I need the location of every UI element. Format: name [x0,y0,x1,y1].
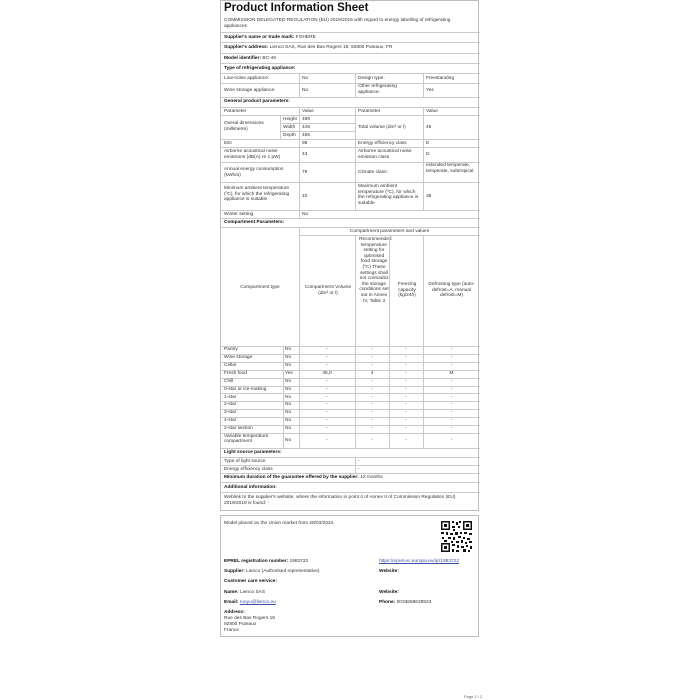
height-label: Height [283,117,297,122]
placed-on-market: Model placed on the Union market from 28/03/2024. [224,521,335,526]
col-value-1: Value [302,109,314,114]
light-type-value: - [358,459,360,464]
compartment-defrost-cell: - [450,362,453,368]
winter-setting-label: Winter setting [224,212,254,217]
annual-energy-label: Annual energy consumption (kWh/a) [224,167,284,178]
compartment-group-header: Compartment parameters and values [349,229,430,234]
compartment-temp-cell: - [371,378,373,384]
height-value: 498 [302,117,311,122]
compartment-defrost-cell: - [450,410,453,416]
col-defrosting-type: Defrosting type (auto-defrost=A, manual defrost=M) [428,282,475,299]
phone-row: Phone: 0033658628923 [379,600,432,605]
compartment-heading: Compartment Parameters: [224,220,285,225]
address-line-1: Rue des Bas Rogers 18 [224,616,275,621]
compartment-name-cell: Fresh food [224,370,247,376]
compartment-present-cell: No [285,402,292,408]
other-refrigerating-value: Yes [426,88,434,93]
climate-class-value: extended temperate, temperate, subtropical [426,163,474,174]
name-row: Name: Lienco SAS [224,590,266,595]
col-parameter-2: Parameter [358,109,381,114]
model-identifier-row: Model identifier: BC-46 [224,56,276,61]
wine-storage-value: No [302,88,309,93]
col-freezing-capacity: Freezing capacity (kg/24h) [397,282,417,299]
energy-class-value: E [426,141,430,146]
low-noise-value: No [302,76,309,81]
compartment-temp-cell: - [371,426,373,432]
address-line-3: France [224,628,239,633]
row-divider [221,448,480,449]
compartment-present-cell: No [285,410,292,416]
compartment-defrost-cell: - [450,394,453,400]
type-heading: Type of refrigerating appliance: [224,66,296,71]
light-heading: Light source parameters: [224,450,282,455]
supplier-name-row: Supplier's name or trade mark: FOHERE [224,35,316,40]
col-parameter-1: Parameter [224,109,247,114]
compartment-volume-cell: 46,0 [322,370,332,376]
col-compartment-type: Compartment type [240,285,280,290]
eei-value: 98 [302,141,308,146]
compartment-present-cell: No [285,418,292,424]
design-type-value: Freestanding [426,76,454,81]
compartment-defrost-cell: - [450,437,453,443]
compartment-volume-cell: - [326,410,328,416]
min-ambient-value: 10 [302,194,308,199]
compartment-name-cell: Chill [224,378,234,384]
light-type-label: Type of light source [224,459,266,464]
noise-class-label: Airborne acoustical noise emission class [358,149,412,160]
website-label-2: Website: [379,590,399,595]
compartment-present-cell: No [285,362,292,368]
compartment-freezing-cell: - [405,418,407,424]
climate-class-label: Climate class: [358,170,388,175]
compartment-defrost-cell: - [450,418,453,424]
compartment-freezing-cell: - [405,402,407,408]
general-heading: General product parameters: [224,99,290,104]
compartment-name-cell: 0-star or ice-making [224,386,267,392]
eprel-row: EPREL registration number: 1983722 [224,559,309,564]
max-ambient-label: Maximum ambient temperature (ºC), for which the refrigerating appliance is suitable [358,184,419,206]
eei-label: EEI [224,141,232,146]
compartment-volume-cell: - [326,426,328,432]
compartment-present-cell: No [285,355,292,361]
compartment-temp-cell: - [371,386,373,392]
compartment-present-cell: Yes [285,370,293,376]
compartment-freezing-cell: - [405,355,407,361]
weblink-text: Weblink to the supplier's website, where the information in point 4 of Annex II of Commission Regulation (EU) 2019/2019 is found: - [224,495,456,506]
eprel-card [220,515,479,637]
compartment-name-cell: Variable temperature compartment [224,433,269,445]
compartment-name-cell: 2-star section [224,426,253,432]
low-noise-label: Low-noise appliance: [224,76,270,81]
compartment-name-cell: 2-star [224,402,237,408]
compartment-temp-cell: 4 [370,370,374,376]
compartment-freezing-cell: - [405,362,407,368]
compartment-volume-cell: - [326,394,328,400]
energy-class-label: Energy efficiency class [358,141,407,146]
regulation-text: COMMISSION DELEGATED REGULATION (EU) 2019/2016 with regard to energy labelling of refrigerating appliances [224,18,451,29]
customer-care-heading: Customer care service: [224,579,278,584]
noise-class-value: D [426,152,430,157]
compartment-defrost-cell: - [450,378,453,384]
width-label: Width [283,125,296,130]
max-ambient-value: 38 [426,194,432,199]
min-ambient-label: Minimum ambient temperature (ºC), for which the refrigerating appliance is suitable [224,186,290,203]
compartment-volume-cell: - [326,362,328,368]
compartment-defrost-cell: - [450,355,453,361]
depth-label: Depth [283,133,296,138]
product-information-sheet [220,0,479,511]
compartment-volume-cell: - [326,347,328,353]
compartment-defrost-cell: M [449,370,454,376]
compartment-freezing-cell: - [405,386,407,392]
annual-energy-value: 79 [302,170,308,175]
compartment-volume-cell: - [326,437,328,443]
compartment-temp-cell: - [371,362,373,368]
compartment-volume-cell: - [326,402,328,408]
design-type-label: Design type: [358,76,385,81]
compartment-defrost-cell: - [450,402,453,408]
compartment-temp-cell: - [371,394,373,400]
compartment-freezing-cell: - [405,410,407,416]
supplier-row: Supplier: Lienco (Authorised representative) [224,569,320,574]
compartment-present-cell: No [285,347,292,353]
winter-setting-value: No [302,212,309,217]
compartment-name-cell: Cellar [224,362,237,368]
compartment-volume-cell: - [326,378,328,384]
compartment-name-cell: 3-star [224,410,237,416]
noise-emissions-value: 43 [302,152,308,157]
compartment-volume-cell: - [326,386,328,392]
wine-storage-label: Wine storage appliance: [224,88,276,93]
website-label-1: Website: [379,569,399,574]
compartment-freezing-cell: - [405,394,407,400]
col-value-2: Value [426,109,438,114]
email-row: Email: ruoyu@lienco.eu [224,600,276,605]
noise-emissions-label: Airborne acoustical noise emissions (dB(A) re 1 pW) [224,149,281,160]
col-compartment-volume: Compartment Volume (dm³ or l) [304,285,352,296]
width-value: 445 [302,125,311,130]
other-refrigerating-label: Other refrigerating appliance: [358,84,397,95]
guarantee-row: Minimum duration of the guarantee offered by the supplier: 12 months [224,475,383,480]
compartment-temp-cell: - [371,418,373,424]
overall-dimensions-label: Overal dimensions (millimetre) [224,121,264,132]
compartment-volume-cell: - [326,418,328,424]
email-link[interactable]: ruoyu@lienco.eu [239,600,276,605]
page-number: Page 2 / 2 [464,694,483,699]
compartment-volume-cell: - [326,355,328,361]
supplier-address-row: Supplier's address: Lienco SAS, Rue des Bas Rogers 18, 92800 Puteaux, FR [224,45,393,50]
compartment-present-cell: No [285,394,292,400]
compartment-freezing-cell: - [405,426,407,432]
compartment-name-cell: 4-star [224,418,237,424]
compartment-temp-cell: - [371,402,373,408]
compartment-defrost-cell: - [450,386,453,392]
eprel-link[interactable]: https://eprel.ec.europa.eu/qr/1983722 [379,559,460,564]
compartment-defrost-cell: - [450,426,453,432]
compartment-temp-cell: - [371,347,373,353]
additional-heading: Additional information: [224,485,277,490]
compartment-freezing-cell: - [405,370,407,376]
light-class-label: Energy efficiency class [224,467,273,472]
compartment-defrost-cell: - [450,347,453,353]
light-class-value: - [358,467,360,472]
col-recommended-temp: Recommended temperature setting for optimised food storage (ºC) These settings shall not contradict the storage conditions set out in Annex IV, Table 3 [359,237,392,304]
qr-code-icon[interactable] [440,520,473,553]
compartment-temp-cell: - [371,437,373,443]
compartment-freezing-cell: - [405,437,407,443]
compartment-freezing-cell: - [405,347,407,353]
depth-value: 465 [302,133,311,138]
compartment-temp-cell: - [371,410,373,416]
total-volume-value: 46 [426,125,432,130]
compartment-name-cell: 1-star [224,394,237,400]
compartment-name-cell: Pantry [224,347,238,353]
compartment-temp-cell: - [371,355,373,361]
total-volume-label: Total volume (dm³ or l) [358,125,406,130]
address-line-2: 92800 Puteaux [224,622,257,627]
compartment-name-cell: Wine storage [224,355,253,361]
compartment-present-cell: No [285,386,292,392]
compartment-present-cell: No [285,437,292,443]
compartment-freezing-cell: - [405,378,407,384]
compartment-present-cell: No [285,426,292,432]
address-label: Address: [224,610,245,615]
page-title: Product Information Sheet [224,2,369,14]
compartment-present-cell: No [285,378,292,384]
